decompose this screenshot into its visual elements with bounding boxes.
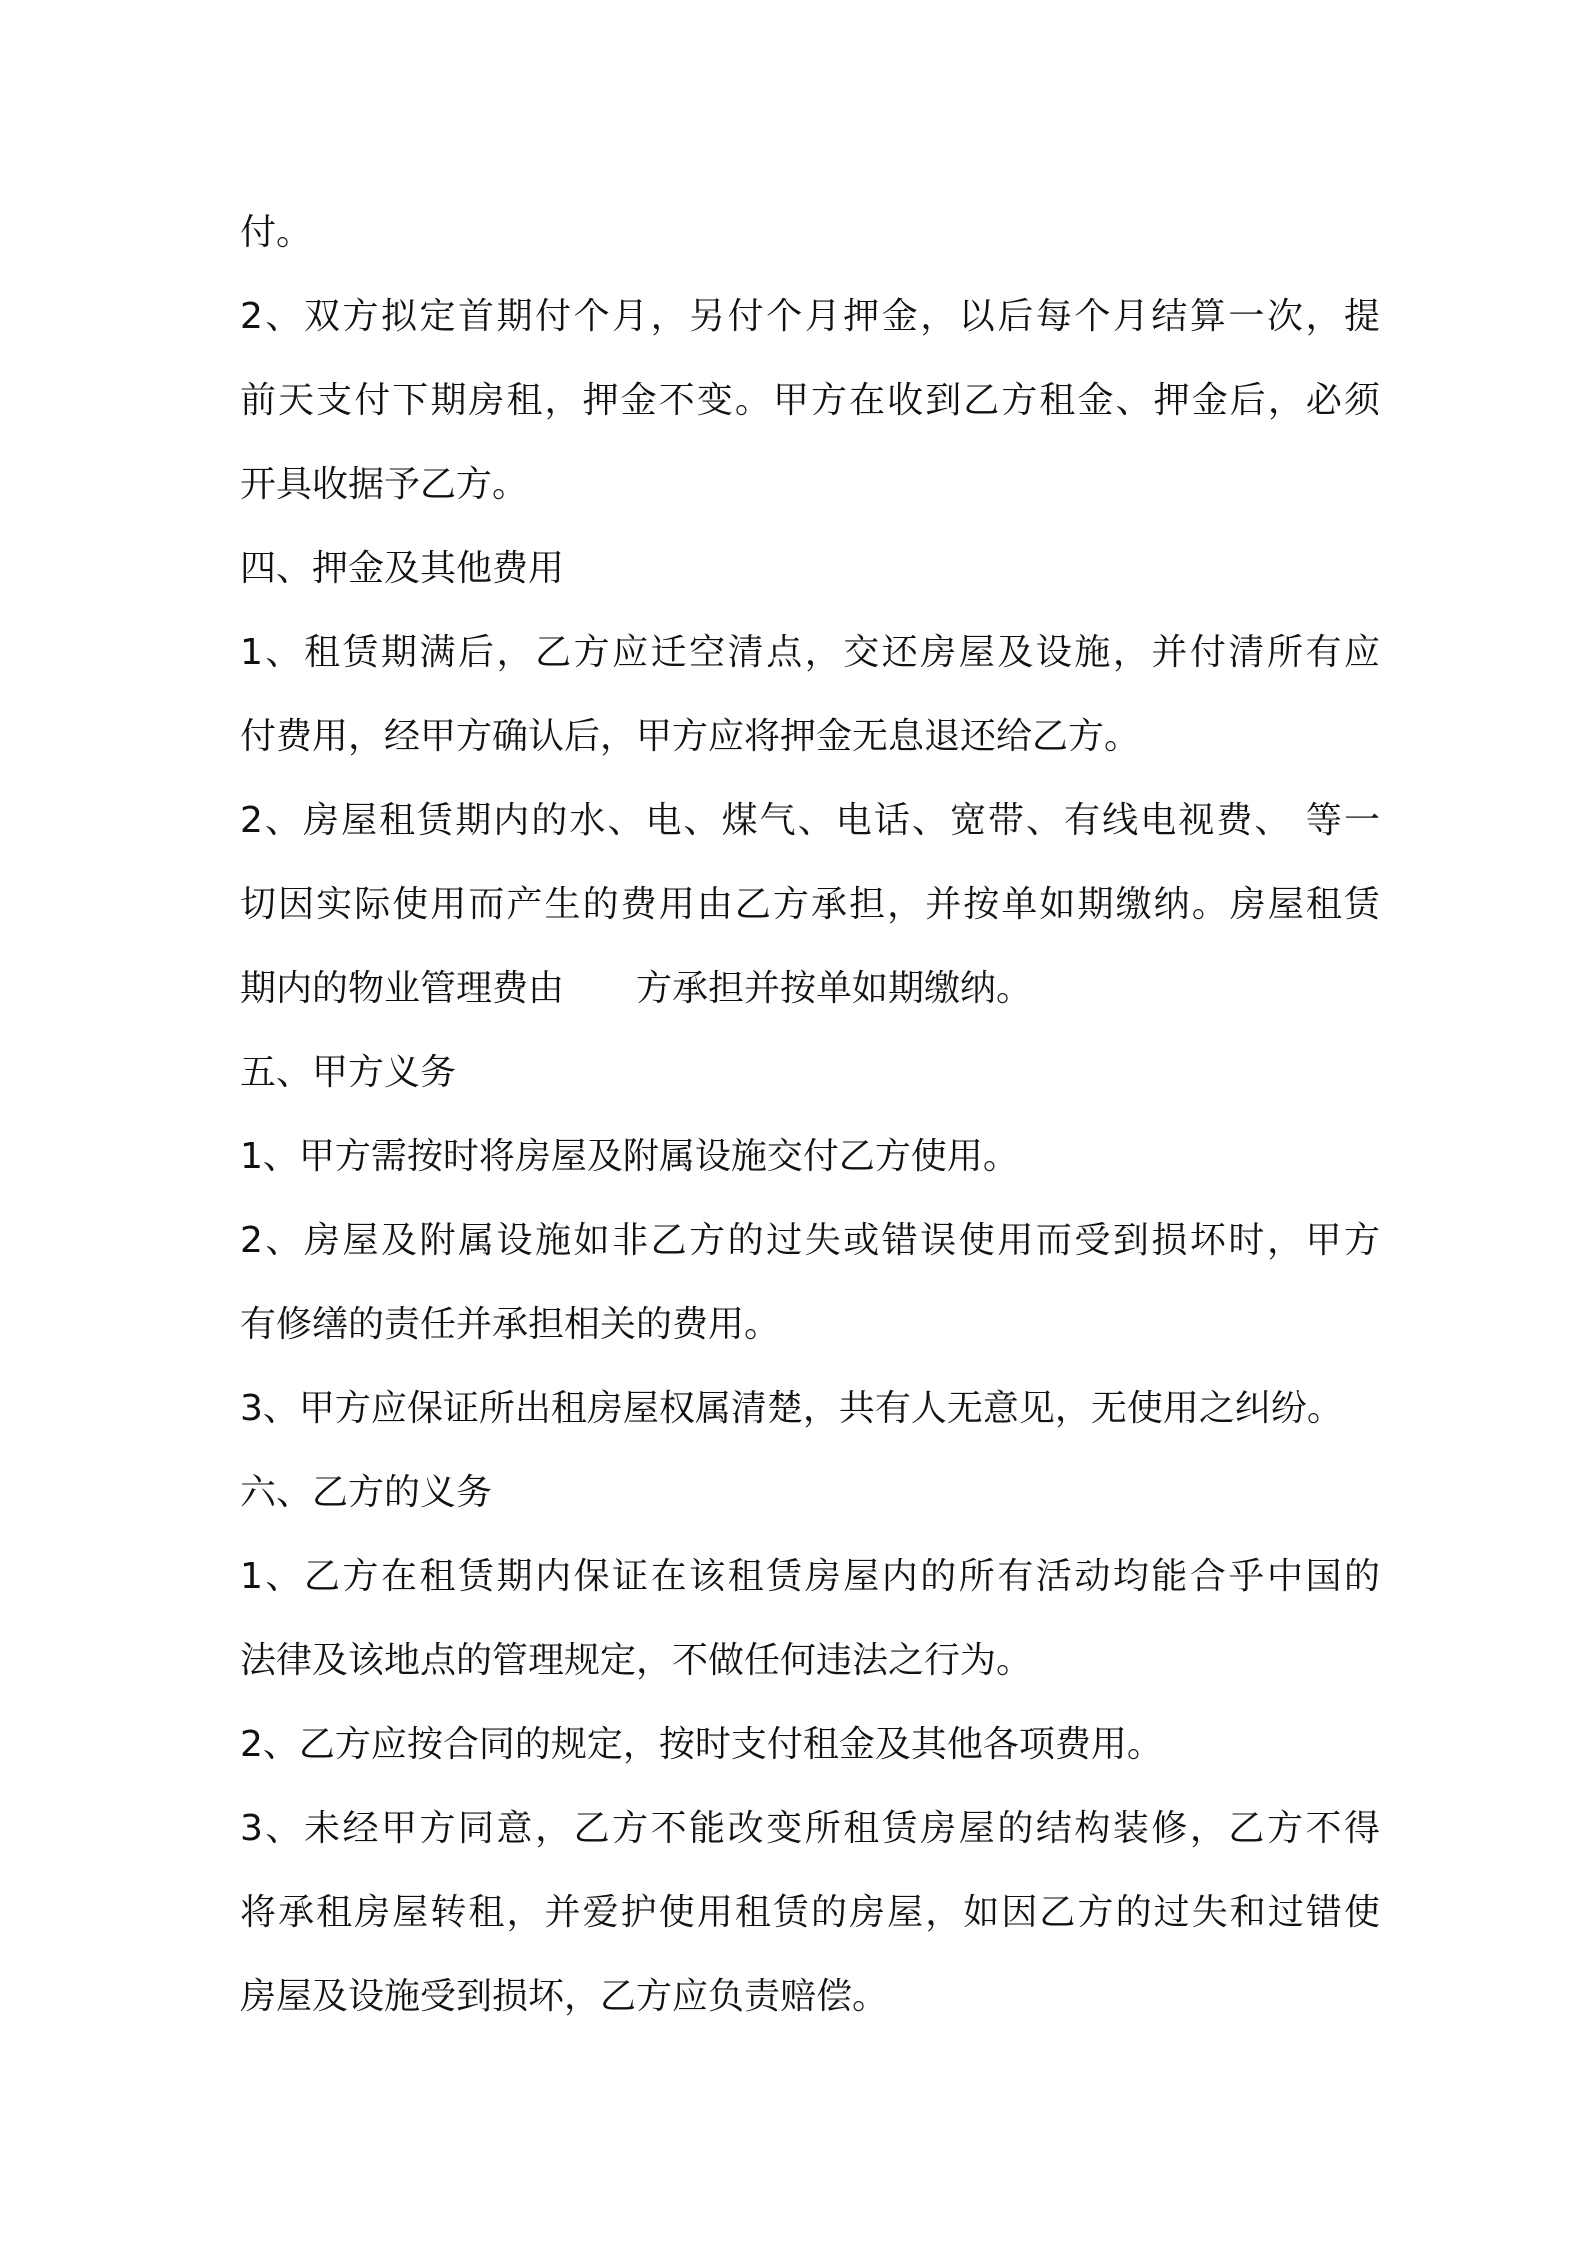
text-line: 1、甲方需按时将房屋及附属设施交付乙方使用。 — [240, 1136, 1019, 1177]
text-line: 3、未经甲方同意，乙方不能改变所租赁房屋的结构装修，乙方不得 — [240, 1808, 1380, 1849]
text-line: 法律及该地点的管理规定，不做任何违法之行为。 — [240, 1640, 1033, 1681]
text-line: 2、双方拟定首期付个月，另付个月押金，以后每个月结算一次，提 — [240, 296, 1380, 337]
text-line: 房屋及设施受到损坏，乙方应负责赔偿。 — [240, 1976, 889, 2017]
text-line: 前天支付下期房租，押金不变。甲方在收到乙方租金、押金后，必须 — [240, 380, 1380, 421]
section-heading: 四、押金及其他费用 — [240, 548, 565, 589]
text-line: 有修缮的责任并承担相关的费用。 — [240, 1304, 781, 1345]
contract-text — [240, 191, 1380, 2039]
section-heading: 六、乙方的义务 — [240, 1472, 493, 1513]
text-line: 3、甲方应保证所出租房屋权属清楚，共有人无意见，无使用之纠纷。 — [240, 1388, 1343, 1429]
text-line: 切因实际使用而产生的费用由乙方承担，并按单如期缴纳。房屋租赁 — [240, 884, 1380, 925]
text-line: 2、乙方应按合同的规定，按时支付租金及其他各项费用。 — [240, 1724, 1163, 1765]
text-line: 2、房屋租赁期内的水、电、煤气、电话、宽带、有线电视费、 等一 — [240, 800, 1380, 841]
text-line: 付费用，经甲方确认后，甲方应将押金无息退还给乙方。 — [240, 716, 1141, 757]
text-line: 1、乙方在租赁期内保证在该租赁房屋内的所有活动均能合乎中国的 — [240, 1556, 1380, 1597]
text-line: 将承租房屋转租，并爱护使用租赁的房屋，如因乙方的过失和过错使 — [240, 1892, 1380, 1933]
text-line: 开具收据予乙方。 — [240, 464, 529, 505]
section-heading: 五、甲方义务 — [240, 1052, 457, 1093]
text-line: 付。 — [240, 212, 313, 253]
text-line: 期内的物业管理费由 方承担并按单如期缴纳。 — [240, 968, 1033, 1009]
text-line: 1、租赁期满后，乙方应迁空清点，交还房屋及设施，并付清所有应 — [240, 632, 1380, 673]
text-line: 2、房屋及附属设施如非乙方的过失或错误使用而受到损坏时，甲方 — [240, 1220, 1380, 1261]
